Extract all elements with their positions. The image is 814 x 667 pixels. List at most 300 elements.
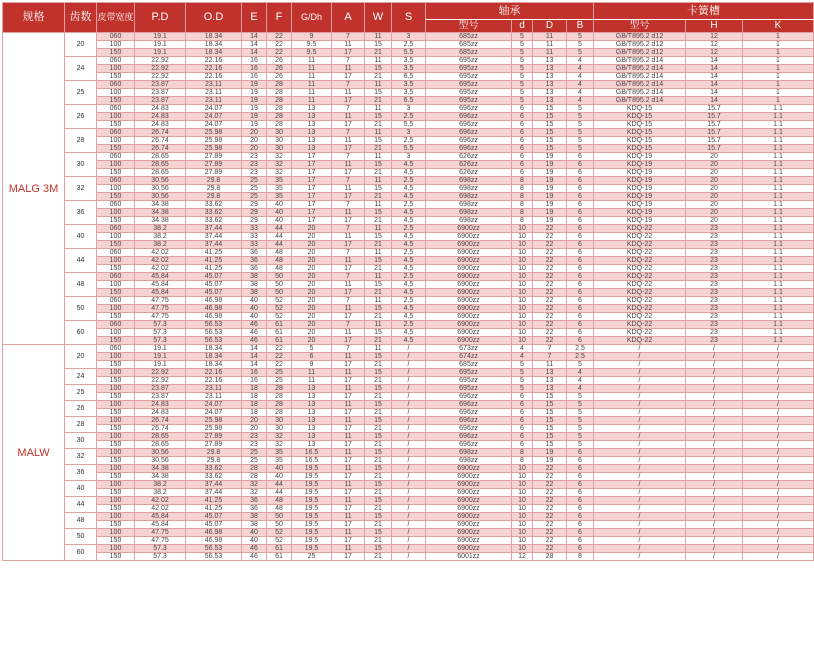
table-cell: / bbox=[594, 345, 686, 353]
table-cell: 1.1 bbox=[743, 321, 814, 329]
table-cell: / bbox=[392, 409, 426, 417]
table-cell: 17 bbox=[292, 217, 332, 225]
teeth-count: 48 bbox=[65, 513, 97, 529]
table-cell: 19 bbox=[242, 89, 267, 97]
table-row bbox=[3, 473, 814, 481]
table-cell: / bbox=[743, 521, 814, 529]
table-cell: 4.5 bbox=[392, 193, 426, 201]
table-cell: 11 bbox=[332, 89, 365, 97]
header-a: A bbox=[332, 3, 365, 33]
table-cell: 696zz bbox=[426, 401, 512, 409]
table-cell: / bbox=[686, 441, 743, 449]
table-cell: KDQ-19 bbox=[594, 161, 686, 169]
table-cell: / bbox=[686, 401, 743, 409]
table-cell: 17 bbox=[292, 153, 332, 161]
table-cell: 685zz bbox=[426, 49, 512, 57]
table-row bbox=[3, 153, 814, 161]
table-cell: 12 bbox=[686, 41, 743, 49]
table-cell: / bbox=[743, 473, 814, 481]
table-cell: 17 bbox=[332, 265, 365, 273]
table-row bbox=[3, 401, 814, 409]
table-cell: 6 bbox=[567, 233, 594, 241]
table-cell: 150 bbox=[97, 265, 135, 273]
table-cell: 6 bbox=[567, 169, 594, 177]
table-row bbox=[3, 169, 814, 177]
table-cell: 19 bbox=[533, 177, 567, 185]
table-cell: 6900zz bbox=[426, 313, 512, 321]
table-row bbox=[3, 377, 814, 385]
table-cell: 1 bbox=[743, 57, 814, 65]
table-cell: 20 bbox=[292, 297, 332, 305]
table-cell: 24.07 bbox=[186, 401, 242, 409]
table-row bbox=[3, 265, 814, 273]
table-cell: 19 bbox=[242, 113, 267, 121]
table-cell: / bbox=[594, 553, 686, 561]
table-cell: 56.53 bbox=[186, 337, 242, 345]
table-cell: KDQ-22 bbox=[594, 225, 686, 233]
table-cell: 13 bbox=[533, 81, 567, 89]
table-cell: / bbox=[743, 385, 814, 393]
table-cell: 11 bbox=[332, 433, 365, 441]
table-cell: 6 bbox=[567, 489, 594, 497]
table-cell: 15 bbox=[533, 417, 567, 425]
table-cell: 13 bbox=[292, 417, 332, 425]
table-cell: 22.16 bbox=[186, 73, 242, 81]
table-cell: 150 bbox=[97, 193, 135, 201]
table-cell: 150 bbox=[97, 441, 135, 449]
table-cell: 6 bbox=[567, 481, 594, 489]
table-cell: 21 bbox=[365, 49, 392, 57]
table-cell: 19.1 bbox=[135, 361, 186, 369]
table-cell: 19.5 bbox=[292, 521, 332, 529]
table-cell: 150 bbox=[97, 145, 135, 153]
table-cell: / bbox=[743, 345, 814, 353]
table-cell: 5.5 bbox=[392, 145, 426, 153]
table-row bbox=[3, 305, 814, 313]
table-cell: 23.11 bbox=[186, 81, 242, 89]
table-cell: 17 bbox=[332, 121, 365, 129]
table-cell: 19 bbox=[242, 81, 267, 89]
table-cell: 060 bbox=[97, 273, 135, 281]
table-cell: 41.25 bbox=[186, 257, 242, 265]
table-cell: 10 bbox=[512, 313, 533, 321]
table-cell: 4 bbox=[567, 89, 594, 97]
teeth-count: 25 bbox=[65, 385, 97, 401]
table-cell: 060 bbox=[97, 225, 135, 233]
table-cell: 16 bbox=[242, 65, 267, 73]
table-cell: / bbox=[392, 369, 426, 377]
table-cell: 6900zz bbox=[426, 241, 512, 249]
table-cell: 14 bbox=[242, 345, 267, 353]
table-cell: 1.1 bbox=[743, 257, 814, 265]
table-cell: 100 bbox=[97, 385, 135, 393]
table-cell: 17 bbox=[332, 289, 365, 297]
pulley-spec-table bbox=[2, 2, 814, 561]
table-cell: 45.07 bbox=[186, 273, 242, 281]
header-w: W bbox=[365, 3, 392, 33]
table-cell: 42.02 bbox=[135, 249, 186, 257]
table-cell: 48 bbox=[267, 265, 292, 273]
table-cell: 47.75 bbox=[135, 297, 186, 305]
table-cell: 1.1 bbox=[743, 105, 814, 113]
table-cell: 21 bbox=[365, 97, 392, 105]
table-cell: / bbox=[686, 481, 743, 489]
table-cell: 15 bbox=[365, 385, 392, 393]
table-cell: 3 bbox=[392, 33, 426, 41]
table-cell: 150 bbox=[97, 505, 135, 513]
table-cell: 29.8 bbox=[186, 449, 242, 457]
table-cell: KDQ-22 bbox=[594, 305, 686, 313]
table-cell: KDQ-19 bbox=[594, 177, 686, 185]
table-cell: 29.8 bbox=[186, 193, 242, 201]
table-cell: 12 bbox=[512, 553, 533, 561]
table-cell: KDQ-19 bbox=[594, 209, 686, 217]
table-cell: 30.56 bbox=[135, 457, 186, 465]
table-cell: 6.5 bbox=[392, 97, 426, 105]
table-cell: 18 bbox=[242, 385, 267, 393]
table-cell: 45.84 bbox=[135, 289, 186, 297]
table-cell: / bbox=[594, 473, 686, 481]
teeth-count: 20 bbox=[65, 345, 97, 369]
table-cell: 4.5 bbox=[392, 233, 426, 241]
teeth-count: 30 bbox=[65, 153, 97, 177]
table-cell: 37.44 bbox=[186, 481, 242, 489]
table-cell: 23 bbox=[242, 441, 267, 449]
table-cell: 1.1 bbox=[743, 161, 814, 169]
table-cell: 9.5 bbox=[292, 41, 332, 49]
table-cell: 4.5 bbox=[392, 305, 426, 313]
table-header bbox=[3, 3, 814, 33]
table-row bbox=[3, 89, 814, 97]
table-cell: 40 bbox=[267, 201, 292, 209]
table-cell: 060 bbox=[97, 153, 135, 161]
table-cell: 14 bbox=[242, 41, 267, 49]
table-cell: / bbox=[686, 489, 743, 497]
table-cell: GB/T895.2 d14 bbox=[594, 97, 686, 105]
table-cell: 17 bbox=[332, 97, 365, 105]
table-cell: 685zz bbox=[426, 33, 512, 41]
table-cell: 6900zz bbox=[426, 329, 512, 337]
table-cell: 21 bbox=[365, 441, 392, 449]
table-cell: 14 bbox=[242, 361, 267, 369]
teeth-count: 60 bbox=[65, 545, 97, 561]
table-cell: / bbox=[392, 425, 426, 433]
table-cell: 13 bbox=[292, 137, 332, 145]
table-cell: 8 bbox=[512, 457, 533, 465]
table-cell: 7 bbox=[533, 353, 567, 361]
table-cell: 2.5 bbox=[392, 321, 426, 329]
header-e: E bbox=[242, 3, 267, 33]
table-cell: 22.92 bbox=[135, 369, 186, 377]
table-cell: / bbox=[392, 529, 426, 537]
table-cell: 5 bbox=[567, 137, 594, 145]
table-cell: 40 bbox=[267, 473, 292, 481]
table-cell: 1 bbox=[743, 81, 814, 89]
table-cell: 50 bbox=[267, 513, 292, 521]
table-cell: 15 bbox=[365, 89, 392, 97]
table-cell: 7 bbox=[332, 153, 365, 161]
table-cell: 11 bbox=[365, 33, 392, 41]
table-row bbox=[3, 369, 814, 377]
table-cell: 150 bbox=[97, 553, 135, 561]
table-cell: / bbox=[686, 465, 743, 473]
header-f: F bbox=[267, 3, 292, 33]
table-cell: 19 bbox=[533, 161, 567, 169]
table-cell: 2.5 bbox=[392, 113, 426, 121]
table-cell: 50 bbox=[267, 281, 292, 289]
table-cell: 6 bbox=[567, 241, 594, 249]
table-cell: 4 bbox=[567, 377, 594, 385]
table-cell: 11 bbox=[332, 161, 365, 169]
table-cell: 15 bbox=[365, 417, 392, 425]
table-cell: 6 bbox=[567, 289, 594, 297]
table-cell: 6 bbox=[567, 313, 594, 321]
header-pd: P.D bbox=[135, 3, 186, 33]
table-cell: 4 bbox=[567, 385, 594, 393]
table-cell: / bbox=[594, 385, 686, 393]
table-cell: 25 bbox=[267, 377, 292, 385]
table-cell: 15 bbox=[365, 257, 392, 265]
table-cell: 46 bbox=[242, 321, 267, 329]
table-cell: 626zz bbox=[426, 169, 512, 177]
table-cell: 22 bbox=[533, 321, 567, 329]
table-cell: / bbox=[392, 537, 426, 545]
table-cell: 21 bbox=[365, 409, 392, 417]
table-cell: 7 bbox=[332, 105, 365, 113]
table-cell: 5 bbox=[567, 417, 594, 425]
table-cell: 100 bbox=[97, 41, 135, 49]
table-cell: 6 bbox=[567, 497, 594, 505]
table-cell: 46.98 bbox=[186, 537, 242, 545]
table-cell: 2.5 bbox=[392, 297, 426, 305]
table-cell: 8 bbox=[512, 193, 533, 201]
table-cell: 8 bbox=[512, 177, 533, 185]
table-cell: 1.1 bbox=[743, 217, 814, 225]
table-cell: 30 bbox=[267, 417, 292, 425]
table-cell: 35 bbox=[267, 449, 292, 457]
table-row bbox=[3, 529, 814, 537]
table-cell: 4.5 bbox=[392, 169, 426, 177]
table-cell: 15 bbox=[365, 449, 392, 457]
table-cell: 30 bbox=[267, 129, 292, 137]
table-cell: 696zz bbox=[426, 417, 512, 425]
table-cell: / bbox=[392, 513, 426, 521]
table-cell: 38.2 bbox=[135, 225, 186, 233]
table-cell: 1.1 bbox=[743, 185, 814, 193]
table-cell: / bbox=[594, 393, 686, 401]
table-cell: 100 bbox=[97, 545, 135, 553]
table-cell: 150 bbox=[97, 377, 135, 385]
table-cell: 35 bbox=[267, 177, 292, 185]
table-cell: 22 bbox=[533, 505, 567, 513]
table-cell: GB/T895.2 d14 bbox=[594, 89, 686, 97]
table-cell: 26 bbox=[267, 65, 292, 73]
table-cell: 100 bbox=[97, 513, 135, 521]
table-row bbox=[3, 409, 814, 417]
table-cell: 4 bbox=[567, 369, 594, 377]
table-cell: 15 bbox=[365, 65, 392, 73]
table-row bbox=[3, 553, 814, 561]
table-cell: 44 bbox=[267, 489, 292, 497]
table-cell: 41.25 bbox=[186, 497, 242, 505]
header-belt-width: 皮带宽度 bbox=[97, 3, 135, 33]
table-cell: 17 bbox=[332, 409, 365, 417]
table-cell: 28.65 bbox=[135, 441, 186, 449]
table-cell: / bbox=[686, 449, 743, 457]
table-cell: / bbox=[594, 545, 686, 553]
table-cell: 5 bbox=[512, 385, 533, 393]
table-cell: 17 bbox=[292, 201, 332, 209]
table-cell: 15 bbox=[365, 233, 392, 241]
table-cell: 17 bbox=[332, 425, 365, 433]
table-cell: 19.5 bbox=[292, 529, 332, 537]
table-cell: 21 bbox=[365, 473, 392, 481]
table-cell: 6 bbox=[567, 193, 594, 201]
table-cell: / bbox=[392, 441, 426, 449]
table-cell: 5 bbox=[567, 49, 594, 57]
table-cell: 40 bbox=[242, 537, 267, 545]
table-cell: 18.34 bbox=[186, 353, 242, 361]
table-cell: 13 bbox=[533, 377, 567, 385]
table-cell: 22.92 bbox=[135, 377, 186, 385]
table-cell: 23.11 bbox=[186, 393, 242, 401]
table-cell: 150 bbox=[97, 97, 135, 105]
table-cell: 6 bbox=[567, 209, 594, 217]
table-cell: 22 bbox=[533, 257, 567, 265]
table-cell: 22.92 bbox=[135, 73, 186, 81]
table-cell: 33.62 bbox=[186, 209, 242, 217]
table-cell: 19 bbox=[242, 105, 267, 113]
table-cell: 19 bbox=[242, 97, 267, 105]
table-cell: 17 bbox=[292, 169, 332, 177]
table-cell: 11 bbox=[292, 57, 332, 65]
table-cell: 7 bbox=[332, 177, 365, 185]
table-cell: 8 bbox=[512, 201, 533, 209]
table-cell: 6 bbox=[567, 521, 594, 529]
table-cell: 26 bbox=[267, 57, 292, 65]
table-cell: 11 bbox=[332, 281, 365, 289]
table-cell: 15 bbox=[365, 369, 392, 377]
table-row bbox=[3, 49, 814, 57]
table-cell: / bbox=[743, 545, 814, 553]
table-cell: 3.5 bbox=[392, 81, 426, 89]
table-cell: 22 bbox=[533, 337, 567, 345]
table-row bbox=[3, 465, 814, 473]
table-cell: / bbox=[743, 441, 814, 449]
table-cell: KDQ-19 bbox=[594, 153, 686, 161]
table-cell: 060 bbox=[97, 57, 135, 65]
table-cell: 45.84 bbox=[135, 273, 186, 281]
table-cell: 23 bbox=[686, 281, 743, 289]
table-cell: 22 bbox=[533, 241, 567, 249]
table-cell: 100 bbox=[97, 449, 135, 457]
table-cell: 3.5 bbox=[392, 89, 426, 97]
table-cell: 21 bbox=[365, 377, 392, 385]
table-cell: 7 bbox=[332, 81, 365, 89]
table-cell: 22.16 bbox=[186, 65, 242, 73]
table-cell: 23.11 bbox=[186, 89, 242, 97]
table-row bbox=[3, 105, 814, 113]
table-cell: / bbox=[686, 513, 743, 521]
table-cell: 698zz bbox=[426, 193, 512, 201]
table-cell: / bbox=[594, 537, 686, 545]
table-cell: 28 bbox=[267, 97, 292, 105]
table-cell: 10 bbox=[512, 273, 533, 281]
table-cell: 15 bbox=[533, 105, 567, 113]
table-cell: 100 bbox=[97, 497, 135, 505]
table-cell: 17 bbox=[292, 161, 332, 169]
table-cell: 1 bbox=[743, 73, 814, 81]
table-cell: 150 bbox=[97, 361, 135, 369]
table-cell: 696zz bbox=[426, 393, 512, 401]
table-cell: 19.5 bbox=[292, 513, 332, 521]
table-cell: 150 bbox=[97, 521, 135, 529]
table-cell: / bbox=[594, 513, 686, 521]
table-row bbox=[3, 201, 814, 209]
table-cell: 28 bbox=[242, 465, 267, 473]
table-cell: 30 bbox=[267, 137, 292, 145]
table-row bbox=[3, 81, 814, 89]
table-cell: 45.07 bbox=[186, 521, 242, 529]
table-cell: 698zz bbox=[426, 209, 512, 217]
table-row bbox=[3, 73, 814, 81]
table-cell: 22 bbox=[267, 345, 292, 353]
table-cell: 22 bbox=[533, 465, 567, 473]
table-cell: 40 bbox=[267, 209, 292, 217]
table-cell: 61 bbox=[267, 321, 292, 329]
table-cell: / bbox=[392, 449, 426, 457]
table-cell: 14 bbox=[686, 89, 743, 97]
table-cell: 20 bbox=[292, 225, 332, 233]
table-cell: 14 bbox=[242, 353, 267, 361]
table-cell: 19.1 bbox=[135, 41, 186, 49]
table-cell: KDQ-19 bbox=[594, 201, 686, 209]
table-cell: 6900zz bbox=[426, 481, 512, 489]
table-cell: 17 bbox=[332, 537, 365, 545]
table-cell: KDQ-22 bbox=[594, 233, 686, 241]
table-cell: 22 bbox=[533, 537, 567, 545]
header-ring-group: 卡簧槽 bbox=[594, 3, 814, 20]
table-cell: 20 bbox=[686, 201, 743, 209]
table-cell: 17 bbox=[332, 145, 365, 153]
table-cell: 11 bbox=[332, 401, 365, 409]
table-cell: 13 bbox=[292, 441, 332, 449]
table-row bbox=[3, 145, 814, 153]
table-cell: 11 bbox=[365, 105, 392, 113]
table-cell: 10 bbox=[512, 289, 533, 297]
table-cell: 19.1 bbox=[135, 353, 186, 361]
table-cell: 6 bbox=[567, 153, 594, 161]
table-cell: 060 bbox=[97, 129, 135, 137]
table-cell: / bbox=[743, 449, 814, 457]
table-cell: 10 bbox=[512, 265, 533, 273]
table-cell: 060 bbox=[97, 33, 135, 41]
table-cell: 26 bbox=[267, 73, 292, 81]
table-cell: 150 bbox=[97, 473, 135, 481]
table-cell: / bbox=[743, 417, 814, 425]
table-cell: 7 bbox=[332, 201, 365, 209]
table-row bbox=[3, 353, 814, 361]
table-cell: 29.8 bbox=[186, 177, 242, 185]
table-cell: 24.07 bbox=[186, 105, 242, 113]
table-cell: 100 bbox=[97, 137, 135, 145]
table-cell: KDQ-22 bbox=[594, 321, 686, 329]
table-cell: / bbox=[594, 417, 686, 425]
table-cell: 15.7 bbox=[686, 105, 743, 113]
table-cell: 626zz bbox=[426, 153, 512, 161]
table-cell: 52 bbox=[267, 529, 292, 537]
table-cell: 6 bbox=[567, 537, 594, 545]
